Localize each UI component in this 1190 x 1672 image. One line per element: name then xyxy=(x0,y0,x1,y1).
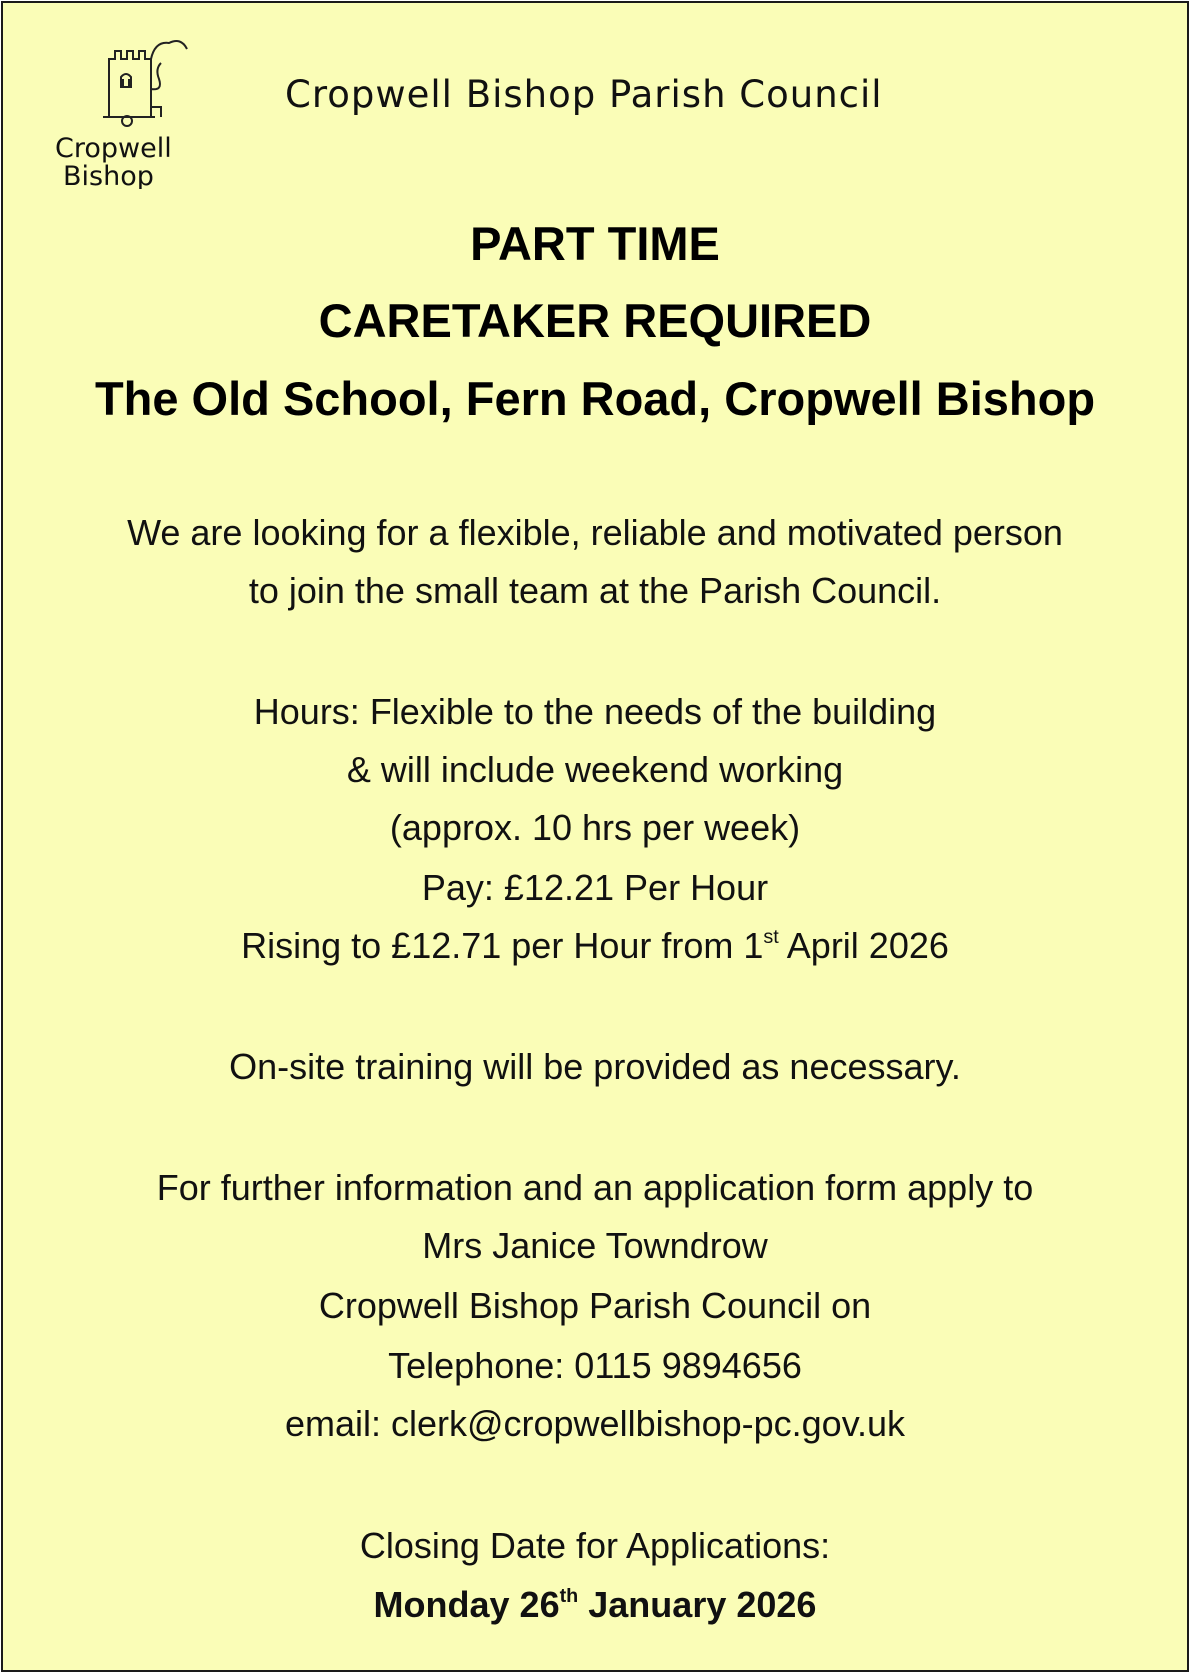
contact-name: Mrs Janice Towndrow xyxy=(422,1225,768,1266)
closing-label: Closing Date for Applications: xyxy=(359,1525,831,1566)
logo-text-line2: Bishop xyxy=(63,161,154,189)
pay-rise-prefix: Rising to £12.71 per Hour from 1 xyxy=(241,925,764,966)
title-caretaker-required: CARETAKER REQUIRED xyxy=(318,294,872,347)
hours-line-3: (approx. 10 hrs per week) xyxy=(389,807,801,848)
hours-line-1: Hours: Flexible to the needs of the building xyxy=(253,691,937,732)
parish-logo xyxy=(51,29,191,189)
closing-date-ordinal: th xyxy=(559,1585,579,1608)
training-note: On-site training will be provided as necessary. xyxy=(229,1046,961,1087)
intro-line-1: We are looking for a flexible, reliable and motivated person xyxy=(127,512,1063,553)
closing-date-prefix: Monday 26 xyxy=(373,1584,560,1625)
closing-date-suffix: January 2026 xyxy=(578,1584,817,1625)
job-advert-poster xyxy=(1,1,1189,1672)
intro-line-2: to join the small team at the Parish Council. xyxy=(248,570,942,611)
title-part-time: PART TIME xyxy=(470,217,720,270)
pay-rise-ordinal: st xyxy=(763,926,779,949)
contact-email: email: clerk@cropwellbishop-pc.gov.uk xyxy=(284,1403,906,1444)
contact-telephone: Telephone: 0115 9894656 xyxy=(388,1345,802,1386)
contact-organisation: Cropwell Bishop Parish Council on xyxy=(318,1285,872,1326)
pay-rise xyxy=(3,925,1187,967)
closing-date xyxy=(3,1584,1187,1626)
org-name: Cropwell Bishop Parish Council xyxy=(285,73,883,116)
contact-intro: For further information and an application form apply to xyxy=(156,1167,1034,1208)
logo-text-line1: Cropwell xyxy=(55,133,172,164)
pay-rate: Pay: £12.21 Per Hour xyxy=(421,867,769,908)
pay-rise-suffix: April 2026 xyxy=(778,925,949,966)
title-location: The Old School, Fern Road, Cropwell Bishop xyxy=(94,372,1096,425)
hours-line-2: & will include weekend working xyxy=(346,749,844,790)
